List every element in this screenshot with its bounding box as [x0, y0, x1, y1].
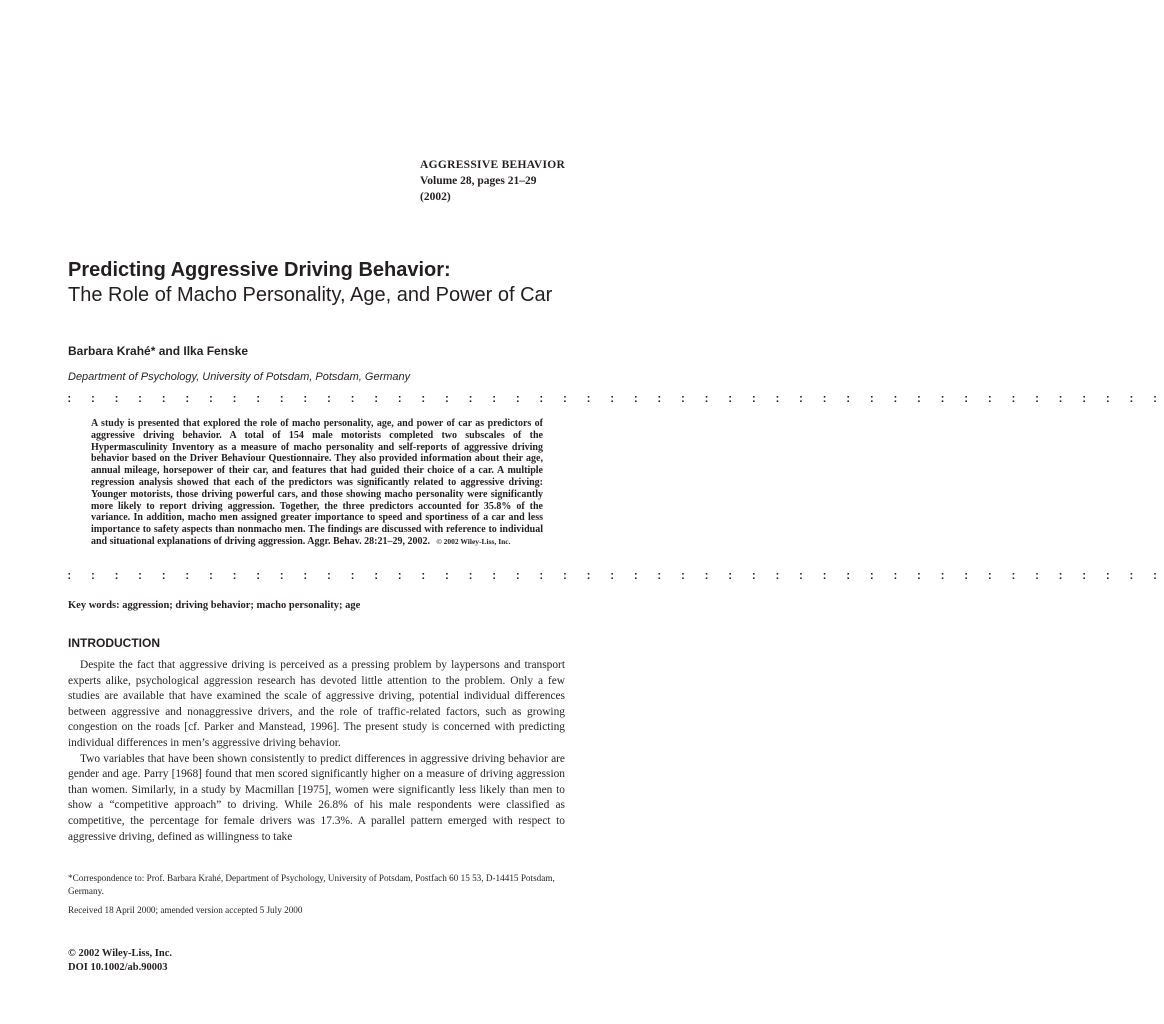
journal-volume: Volume 28, pages 21–29 (2002)	[420, 175, 537, 203]
bottom-separator: : : : : : : : : : : : : : : : : : : : : : : : : : : : : : : : : : : : : : : : : : : : : : : :	[66, 571, 1164, 583]
keywords: Key words: aggression; driving behavior; macho personality; age	[68, 600, 361, 611]
journal-header	[420, 157, 568, 205]
footer-doi: DOI 10.1002/ab.90003	[68, 962, 168, 973]
abstract-text: A study is presented that explored the role of macho personality, age, and power of car as predictors of aggressive driving behavior. A total of 154 male motorists completed two subscales of the Hypermasculinity Inventory as a measure of macho personality and self-reports of aggressive driving behavior based on the Driver Behaviour Questionnaire. They also provided information about their age, annual mileage, horsepower of their car, and features that had guided their choice of a car. A multiple regression analysis showed that each of the predictors was significantly related to aggressive driving: Younger motorists, those driving powerful cars, and those showing macho personality were significantly more likely to report driving aggression. Together, the three predictors accounted for 35.8% of the variance. In addition, macho men assigned greater importance to speed and sportiness of a car and less importance to safety aspects than nonmacho men. The findings are discussed with reference to individual and situational explanations of driving aggression. Aggr. Behav. 28:21–29, 2002.	[91, 418, 543, 547]
top-separator: : : : : : : : : : : : : : : : : : : : : : : : : : : : : : : : : : : : : : : : : : : : : : : :	[66, 394, 1164, 406]
author-affiliation: Department of Psychology, University of Potsdam, Potsdam, Germany	[68, 371, 411, 383]
correspondence-footnote: *Correspondence to: Prof. Barbara Krahé, Department of Psychology, University of Potsdam, Postfach 60 15 53, D-14415 Potsdam, Germany.	[68, 873, 555, 896]
received-date: Received 18 April 2000; amended version accepted 5 July 2000	[68, 905, 303, 915]
page-footer	[68, 947, 172, 975]
abstract-copyright: © 2002 Wiley-Liss, Inc.	[436, 536, 511, 546]
article-subtitle: The Role of Macho Personality, Age, and Power of Car	[68, 284, 553, 306]
footer-copyright: © 2002 Wiley-Liss, Inc.	[68, 948, 173, 959]
introduction-paragraph: Despite the fact that aggressive driving is perceived as a pressing problem by laypersons and transport experts alike, psychological aggression research has devoted little attention to the problem. Only a few studies are available that have examined the scale of aggressive driving, potential individual differences between aggressive and nonaggressive drivers, and the role of traffic-related factors, such as growing congestion on the roads [cf. Parker and Manstead, 1996]. The present study is concerned with predicting individual differences in men’s aggressive driving behavior.	[68, 659, 565, 749]
abstract	[91, 418, 543, 548]
article-title: Predicting Aggressive Driving Behavior:	[68, 259, 451, 281]
journal-name: AGGRESSIVE BEHAVIOR	[420, 159, 566, 171]
article-authors: Barbara Krahé* and Ilka Fenske	[68, 344, 249, 358]
introduction-paragraph: Two variables that have been shown consistently to predict differences in aggressive driving behavior are gender and age. Parry [1968] found that men scored significantly higher on a measure of driving aggression than women. Similarly, in a study by Macmillan [1975], women were significantly less likely than men to show a “competitive approach” to driving. While 26.8% of his male respondents were classified as competitive, the percentage for female drivers was 17.3%. A parallel pattern emerged with respect to aggressive driving, defined as willingness to take	[68, 752, 565, 843]
section-heading-introduction: INTRODUCTION	[68, 636, 160, 650]
introduction-body	[68, 658, 565, 845]
